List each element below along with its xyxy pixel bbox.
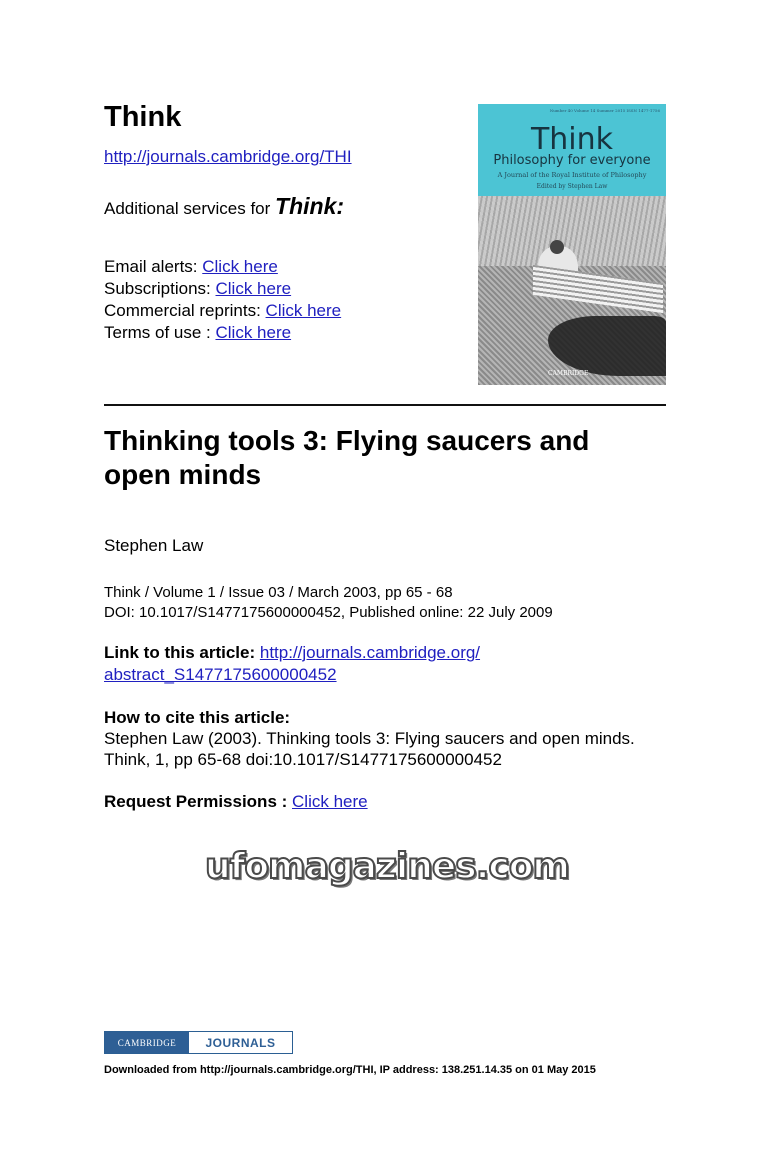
service-label: Commercial reprints:: [104, 301, 266, 320]
cite-text: Stephen Law (2003). Thinking tools 3: Flying saucers and open minds. Think, 1, pp 65-68 doi:10.1017/S1477175600000452: [104, 729, 635, 769]
divider: [104, 404, 666, 406]
article-link-block: [104, 642, 480, 686]
article-title: Thinking tools 3: Flying saucers and open minds: [104, 425, 590, 490]
article-url-link-part1[interactable]: http://journals.cambridge.org/: [259, 643, 481, 662]
cover-title: Think: [530, 122, 614, 157]
permissions-block: [104, 792, 368, 812]
cover-editor-line: Edited by Stephen Law: [536, 183, 608, 190]
services-list: [104, 256, 341, 344]
cover-issue-line: Number 40 Volume 14 Summer 2015 ISSN 1477-1756: [549, 108, 660, 113]
email-alerts-link[interactable]: Click here: [202, 257, 278, 276]
journal-cover-image: [478, 104, 666, 385]
journal-url-link[interactable]: http://journals.cambridge.org/THI: [104, 147, 352, 166]
cover-publisher: CAMBRIDGE: [548, 370, 589, 377]
cite-block: [104, 707, 664, 770]
cambridge-journals-logo: [104, 1031, 293, 1054]
service-commercial-reprints: [104, 300, 341, 322]
doi-line: DOI: 10.1017/S1477175600000452, Published online: 22 July 2009: [104, 604, 553, 621]
article-author: Stephen Law: [104, 536, 204, 555]
subscriptions-link[interactable]: Click here: [215, 279, 292, 298]
cite-heading: How to cite this article:: [104, 708, 291, 727]
service-label: Email alerts:: [104, 257, 203, 276]
additional-services-heading: [104, 193, 344, 220]
bench: [533, 265, 663, 313]
person-head: [550, 240, 564, 254]
service-label: Terms of use :: [104, 323, 216, 342]
download-footer: Downloaded from http://journals.cambridge.org/THI, IP address: 138.251.14.35 on 01 May 2015: [104, 1064, 596, 1076]
watermark-logo: ufomagazines.com: [205, 846, 569, 887]
cover-photo-man-on-bench: [478, 196, 666, 385]
cover-header: [478, 104, 666, 196]
permissions-label: Request Permissions :: [104, 792, 293, 811]
cover-subtitle: Philosophy for everyone: [493, 153, 651, 168]
link-label: Link to this article:: [104, 643, 260, 662]
services-prefix: Additional services for: [104, 199, 276, 218]
article-metadata: [104, 583, 553, 623]
logo-journals: JOURNALS: [189, 1032, 292, 1053]
bench-shadow: [548, 316, 666, 376]
cover-journal-line: A Journal of the Royal Institute of Philosophy: [497, 171, 647, 179]
services-journal-name: Think:: [275, 193, 345, 219]
commercial-reprints-link[interactable]: Click here: [265, 301, 342, 320]
journal-title: Think: [104, 101, 182, 133]
service-subscriptions: [104, 278, 341, 300]
logo-cambridge: CAMBRIDGE: [105, 1032, 189, 1053]
service-email-alerts: [104, 256, 341, 278]
request-permissions-link[interactable]: Click here: [292, 792, 368, 811]
citation-line: Think / Volume 1 / Issue 03 / March 2003, pp 65 - 68: [104, 584, 453, 601]
service-terms-of-use: [104, 322, 341, 344]
terms-of-use-link[interactable]: Click here: [215, 323, 292, 342]
service-label: Subscriptions:: [104, 279, 216, 298]
article-url-link-part2[interactable]: abstract_S1477175600000452: [104, 665, 337, 684]
